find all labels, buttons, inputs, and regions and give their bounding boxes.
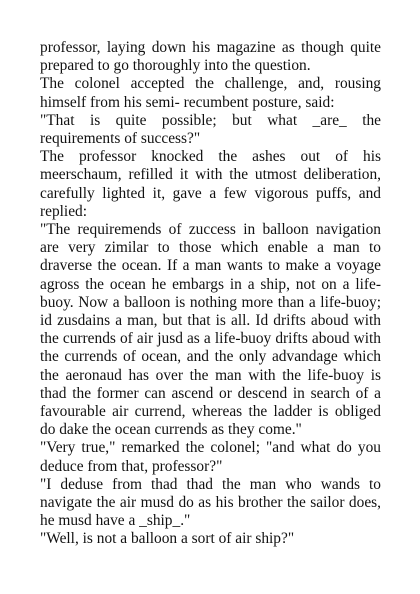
document-page xyxy=(40,39,381,549)
paragraph: The colonel accepted the challenge, and, rousing himself from his semi- recumbent posture, said: xyxy=(40,75,381,111)
paragraph: "Well, is not a balloon a sort of air ship?" xyxy=(40,530,295,548)
paragraph: "I deduse from thad thad the man who wands to navigate the air musd do as his brother the sailor does, he musd have a _ship_." xyxy=(40,475,381,530)
paragraph: professor, laying down his magazine as though quite prepared to go thoroughly into the question. xyxy=(40,39,381,75)
paragraph: "The requiremends of zuccess in balloon navigation are very zimilar to those which enable a man to draverse the ocean. If a man wants to make a voyage agross the ocean he embargs in a ship, not on a life-buoy. Now a balloon is nothing more than a life-buoy; id zusdains a man, but that is all. Id drifts aboud with the currends of air jusd as a life-buoy drifts aboud with the currends of ocean, and the only advandage which the aeronaud has over the man with the life-buoy is thad the former can ascend or descend in search of a favourable air currend, whereas the ladder is obliged do dake the ocean currends as they come." xyxy=(40,221,381,439)
paragraph: "That is quite possible; but what _are_ the requirements of success?" xyxy=(40,111,381,148)
paragraph: "Very true," remarked the colonel; "and what do you deduce from that, professor?" xyxy=(40,439,381,475)
paragraph: The professor knocked the ashes out of his meerschaum, refilled it with the utmost deliberation, carefully lighted it, gave a few vigorous puffs, and replied: xyxy=(40,148,381,220)
